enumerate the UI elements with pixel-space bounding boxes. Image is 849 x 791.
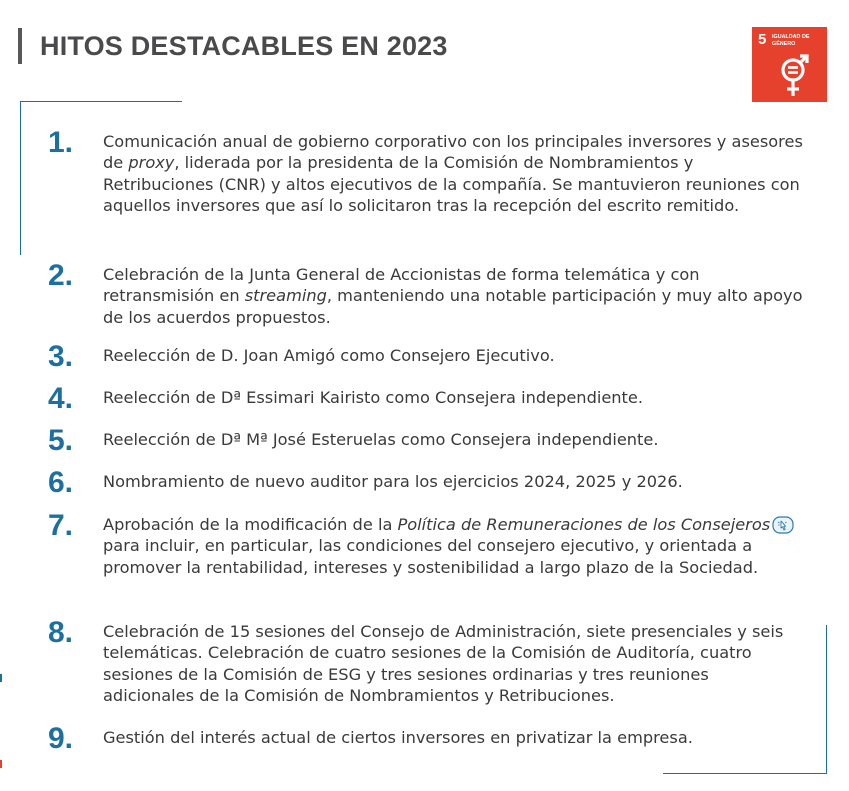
policy-link[interactable]: Política de Remuneraciones de los Consejeros (397, 515, 771, 534)
edge-marker (0, 760, 2, 768)
item-text: Celebración de la Junta General de Accionistas de forma telemática y con retransmisión en streaming, manteniendo una notable participación y muy alto apoyo de los acuerdos propuestos. (103, 265, 803, 327)
sdg-number: 5 (758, 31, 767, 48)
pointer-link-icon[interactable] (772, 516, 794, 534)
frame-bottom-line (663, 773, 827, 774)
item-number: 5. (48, 424, 74, 457)
item-emphasis: proxy (128, 153, 175, 173)
frame-right-line (826, 625, 827, 774)
sdg-5-badge (752, 27, 827, 102)
sdg-label: IGUALDAD DE GÉNERO (772, 34, 810, 47)
edge-marker (0, 674, 2, 682)
item-number: 9. (48, 722, 74, 755)
item-number: 1. (48, 126, 74, 159)
item-number: 4. (48, 382, 74, 415)
item-text: Comunicación anual de gobierno corporativo con los principales inversores y asesores de proxy, liderada por la presidenta de la Comisión de Nombramientos y Retribuciones (CNR) y altos ejecutivos de la compañía. Se mantuvieron reuniones con aquellos inversores que así lo solicitaron tras la recepción del escrito remitido. (103, 132, 803, 216)
item-emphasis: streaming (244, 286, 327, 306)
item-text: Reelección de Dª Essimari Kairisto como Consejera independiente. (103, 388, 644, 407)
item-text: Reelección de Dª Mª José Esteruelas como Consejera independiente. (103, 430, 659, 449)
item-text: Aprobación de la modificación de la Política de Remuneraciones de los Consejeros para incluir, en particular, las condiciones del consejero ejecutivo, y orientada a promover la rentabilidad, intereses y sostenibilidad a largo plazo de la Sociedad. (103, 514, 803, 578)
item-number: 3. (48, 340, 74, 373)
item-text: Nombramiento de nuevo auditor para los ejercicios 2024, 2025 y 2026. (103, 472, 683, 491)
frame-left-line (20, 101, 21, 255)
item-number: 7. (48, 509, 74, 542)
frame-top-line (20, 101, 182, 102)
item-number: 6. (48, 466, 74, 499)
item-number: 2. (48, 259, 74, 292)
item-text: Gestión del interés actual de ciertos inversores en privatizar la empresa. (103, 728, 693, 747)
gender-equality-icon (776, 54, 810, 98)
item-number: 8. (48, 616, 74, 649)
item-text: Celebración de 15 sesiones del Consejo de Administración, siete presenciales y seis telemáticas. Celebración de cuatro sesiones de la Comisión de Auditoría, cuatro sesiones de la Comisión de ESG y tres sesiones ordinarias y tres reuniones adicionales de la Comisión de Nombramientos y Retribuciones. (103, 622, 784, 706)
title-accent-bar (18, 28, 22, 64)
item-text: Reelección de D. Joan Amigó como Consejero Ejecutivo. (103, 346, 555, 365)
page-title: HITOS DESTACABLES EN 2023 (40, 31, 448, 61)
